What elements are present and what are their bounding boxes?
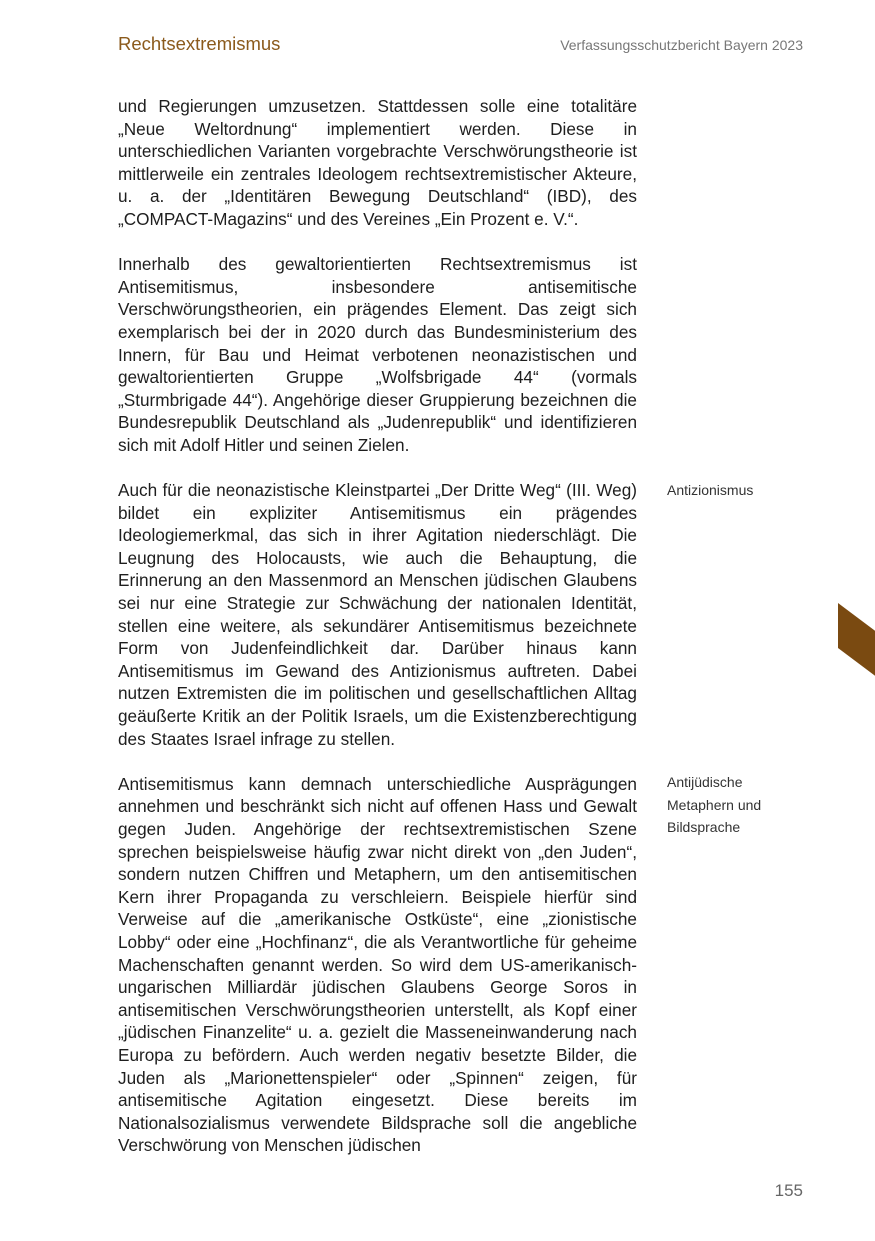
paragraph: Antisemitismus kann demnach unterschiedliche Ausprägungen annehmen und beschränkt sich nicht auf offenen Hass und Gewalt gegen Juden. Angehörige der rechtsextremistischen Szene sprechen beispielsweise häufig zwar nicht direkt von „den Juden“, sondern nutzen Chiffren und Metaphern, um den antisemitischen Kern ihrer Propaganda zu verschleiern. Beispiele hierfür sind Verweise auf die „amerikanische Ostküste“, eine „zionistische Lobby“ oder eine „Hochfinanz“, die als Verantwortliche für geheime Machenschaften genannt werden. So wird dem US-amerikanisch-ungarischen Milliardär jüdischen Glaubens George Soros in antisemitischen Verschwörungstheorien unterstellt, als Kopf einer „jüdischen Finanzelite“ u. a. gezielt die Masseneinwanderung nach Europa zu befördern. Auch werden negativ besetzte Bilder, die Juden als „Marionettenspieler“ oder „Spinnen“ zeigen, für antisemitische Agitation eingesetzt. Diese bereits im Nationalsozialismus verwendete Bildsprache soll die angebliche Verschwörung von Menschen jüdischen (118, 773, 637, 1156)
report-title: Verfassungsschutzbericht Bayern 2023 (560, 37, 803, 53)
paragraph: und Regierungen umzusetzen. Stattdessen solle eine totalitäre „Neue Weltordnung“ implementiert werden. Diese in unterschiedlichen Varianten vorgebrachte Verschwörungstheorie ist mittlerweile ein zentrales Ideologem rechtsextremistischer Akteure, u. a. der „Identitären Bewegung Deutschland“ (IBD), des „COMPACT-Magazins“ und des Vereines „Ein Prozent e. V.“. (118, 96, 637, 229)
page-number: 155 (774, 1181, 803, 1200)
main-text (118, 95, 637, 1157)
chapter-tab-shape (838, 603, 875, 678)
section-title: Rechtsextremismus (118, 33, 281, 54)
margin-note-antizionismus: Antizionismus (667, 482, 754, 498)
paragraph: Innerhalb des gewaltorientierten Rechtsextremismus ist Antisemitismus, insbesondere antisemitische Verschwörungstheorien, ein prägendes Element. Das zeigt sich exemplarisch bei der in 2020 durch das Bundesministerium des Innern, für Bau und Heimat verbotenen neonazistischen und gewaltorientierten Gruppe „Wolfsbrigade 44“ (vormals „Sturmbrigade 44“). Angehörige dieser Gruppierung bezeichnen die Bundesrepublik Deutschland als „Judenrepublik“ und identifizieren sich mit Adolf Hitler und seinen Zielen. (118, 254, 637, 455)
chapter-tab-marker (838, 603, 875, 678)
margin-note-antijuedische-metaphern: Antijüdische Metaphern und Bildsprache (667, 774, 762, 835)
paragraph: Auch für die neonazistische Kleinstpartei „Der Dritte Weg“ (III. Weg) bildet ein expliziter Antisemitismus ein prägendes Ideologiemerkmal, das sich in ihrer Agitation niederschlägt. Die Leugnung des Holocausts, wie auch die Behauptung, die Erinnerung an den Massenmord an Menschen jüdischen Glaubens sei nur eine Strategie zur Schwächung der nationalen Identität, stellen eine weitere, als sekundärer Antisemitismus bezeichnete Form von Judenfeindlichkeit dar. Darüber hinaus kann Antisemitismus im Gewand des Antizionismus auftreten. Dabei nutzen Extremisten die im politischen und gesellschaftlichen Alltag geäußerte Kritik an der Politik Israels, um die Existenzberechtigung des Staates Israel infrage zu stellen. (118, 480, 637, 749)
